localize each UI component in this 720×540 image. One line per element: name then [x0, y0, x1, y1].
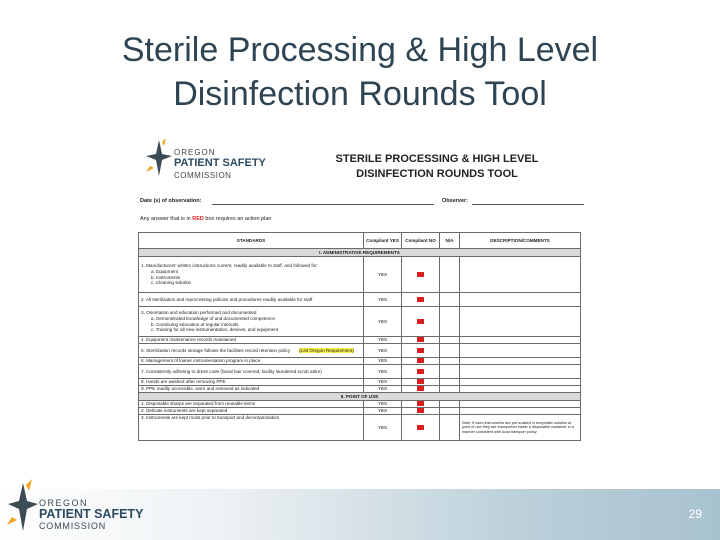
table-header-row: [139, 233, 581, 249]
yes-cell: YES: [364, 307, 402, 337]
document-logo: [144, 136, 284, 182]
red-box: [417, 348, 424, 353]
table-row: [139, 401, 581, 408]
no-cell: [402, 257, 440, 293]
na-cell: [440, 344, 460, 358]
star-logo-icon: [144, 136, 174, 180]
action-plan-note: [140, 216, 271, 222]
standard-text: 3. Orientation and education performed and documented: [141, 310, 257, 316]
standard-subitem: a. Demonstrated knowledge of and documented competence: [151, 315, 276, 321]
section-row: [139, 249, 581, 257]
header-na: N/A: [440, 233, 460, 249]
red-box: [417, 408, 424, 413]
no-cell: [402, 307, 440, 337]
comment-cell: [460, 337, 581, 344]
na-cell: [440, 401, 460, 408]
standard-text: 4. Equipment maintenance records maintained: [139, 337, 364, 344]
footer-logo-oregon: OREGON: [39, 498, 89, 508]
yes-cell: YES: [364, 415, 402, 441]
table-row: [139, 379, 581, 386]
comment-cell: [460, 408, 581, 415]
footer-logo-patient-safety: PATIENT SAFETY: [39, 507, 144, 521]
no-cell: [402, 293, 440, 307]
na-cell: [440, 386, 460, 393]
yes-cell: YES: [364, 344, 402, 358]
table-row: [139, 344, 581, 358]
red-box: [417, 386, 424, 391]
red-box: [417, 425, 424, 430]
standard-cell: [139, 307, 364, 337]
standard-text: 3. Instruments are kept moist prior to transport and decontamination: [139, 415, 364, 441]
header-standards: STANDARDS: [139, 233, 364, 249]
red-box: [417, 369, 424, 374]
yes-cell: YES: [364, 257, 402, 293]
yes-cell: YES: [364, 358, 402, 365]
standard-subitem: b. Continuing education at regular intervals: [151, 321, 239, 327]
document-title: [332, 152, 542, 182]
na-cell: [440, 415, 460, 441]
date-field-line: [212, 204, 434, 205]
highlighted-requirement: (List Oregon Requirement): [299, 347, 354, 353]
na-cell: [440, 365, 460, 379]
no-cell: [402, 415, 440, 441]
observer-field-line: [472, 204, 584, 205]
table-row: [139, 358, 581, 365]
comment-cell: [460, 365, 581, 379]
note-prefix: Any answer that is in: [140, 216, 193, 222]
header-description: DESCRIPTION/COMMENTS: [460, 233, 581, 249]
page-number: 29: [688, 507, 702, 521]
red-box: [417, 319, 424, 324]
section-administrative: I. ADMINISTRATIVE REQUIREMENTS: [139, 249, 581, 257]
comment-cell: [460, 358, 581, 365]
header-compliant-yes: Compliant YES: [364, 233, 402, 249]
table-row: [139, 337, 581, 344]
comment-cell: [460, 386, 581, 393]
rounds-table: [138, 232, 581, 441]
standard-subitem: b. Instruments: [151, 274, 181, 280]
red-box: [417, 297, 424, 302]
yes-cell: YES: [364, 293, 402, 307]
table-row: [139, 386, 581, 393]
standard-cell: [139, 257, 364, 293]
document-logo-oregon: OREGON: [174, 148, 216, 157]
standard-subitem: c. Training for all new instrumentation, devices, and equipment: [151, 327, 279, 333]
na-cell: [440, 307, 460, 337]
note-red-word: RED: [192, 216, 204, 222]
no-cell: [402, 386, 440, 393]
section-row: [139, 393, 581, 401]
red-box: [417, 337, 424, 342]
comment-cell: [460, 344, 581, 358]
na-cell: [440, 257, 460, 293]
star-logo-icon: [6, 477, 40, 537]
yes-cell: YES: [364, 379, 402, 386]
table-row: [139, 293, 581, 307]
na-cell: [440, 379, 460, 386]
standard-text: 1. Manufacturers' written instructions current, readily available to staff, and followed for:: [141, 263, 318, 269]
document-logo-commission: COMMISSION: [174, 171, 232, 180]
no-cell: [402, 337, 440, 344]
na-cell: [440, 337, 460, 344]
observer-label: Observer:: [442, 198, 468, 204]
no-cell: [402, 358, 440, 365]
yes-cell: YES: [364, 408, 402, 415]
red-box: [417, 272, 424, 277]
standard-text: 8. Hands are washed after removing PPE: [139, 379, 364, 386]
footer-logo: [6, 477, 166, 537]
rounds-tool-document: [136, 134, 584, 470]
table-row: [139, 415, 581, 441]
no-cell: [402, 408, 440, 415]
red-box: [417, 401, 424, 406]
standard-cell: [139, 344, 364, 358]
comment-cell: [460, 293, 581, 307]
table-row: [139, 257, 581, 293]
red-box: [417, 358, 424, 363]
footer-logo-commission: COMMISSION: [39, 521, 107, 531]
yes-cell: YES: [364, 401, 402, 408]
standard-text: 9. PPE readily accessible, worn and removed as indicated: [139, 386, 364, 393]
yes-cell: YES: [364, 386, 402, 393]
standard-text: 2. Delicate instruments are kept separated: [139, 408, 364, 415]
table-row: [139, 307, 581, 337]
standard-subitem: a. Equipment: [151, 268, 179, 274]
yes-cell: YES: [364, 365, 402, 379]
slide-title: [0, 28, 720, 116]
document-logo-patient-safety: PATIENT SAFETY: [174, 157, 266, 169]
standard-text: 6. Management of loaner instrumentation program in place: [139, 358, 364, 365]
comment-cell: [460, 379, 581, 386]
no-cell: [402, 365, 440, 379]
standard-subitem: c. Cleaning solution: [151, 280, 192, 286]
document-title-line-1: STERILE PROCESSING & HIGH LEVEL: [335, 153, 539, 165]
na-cell: [440, 358, 460, 365]
section-point-of-use: II. POINT OF USE: [139, 393, 581, 401]
slide-title-line-1: Sterile Processing & High Level: [121, 31, 599, 69]
yes-cell: YES: [364, 337, 402, 344]
red-box: [417, 379, 424, 384]
no-cell: [402, 401, 440, 408]
comment-cell: [460, 257, 581, 293]
comment-cell: [460, 307, 581, 337]
standard-text: 1. Disposable sharps are separated from reusable items: [139, 401, 364, 408]
date-label: Date (s) of observation:: [140, 198, 202, 204]
slide-title-line-2: Disinfection Rounds Tool: [173, 75, 547, 113]
na-cell: [440, 408, 460, 415]
comment-cell: [460, 401, 581, 408]
no-cell: [402, 344, 440, 358]
table-row: [139, 408, 581, 415]
standard-text: 7. Consistently adhering to dress code (facial hair covered, facility laundered scrub attire): [139, 365, 364, 379]
no-cell: [402, 379, 440, 386]
document-title-line-2: DISINFECTION ROUNDS TOOL: [356, 168, 518, 180]
header-compliant-no: Compliant NO: [402, 233, 440, 249]
standard-text: 2. All sterilization and reprocessing policies and procedures readily available for staff: [139, 293, 364, 307]
na-cell: [440, 293, 460, 307]
note-suffix: box requires an action plan: [203, 216, 272, 222]
standard-text: 5. Sterilization records storage follows the facilities record retention policy: [141, 347, 291, 353]
table-row: [139, 365, 581, 379]
comment-cell: Note: If used instruments are pre-soaked in enzymatic solution at point of use they are transported inside a disposable container in a manner consistent with local transport policy.: [460, 415, 581, 441]
